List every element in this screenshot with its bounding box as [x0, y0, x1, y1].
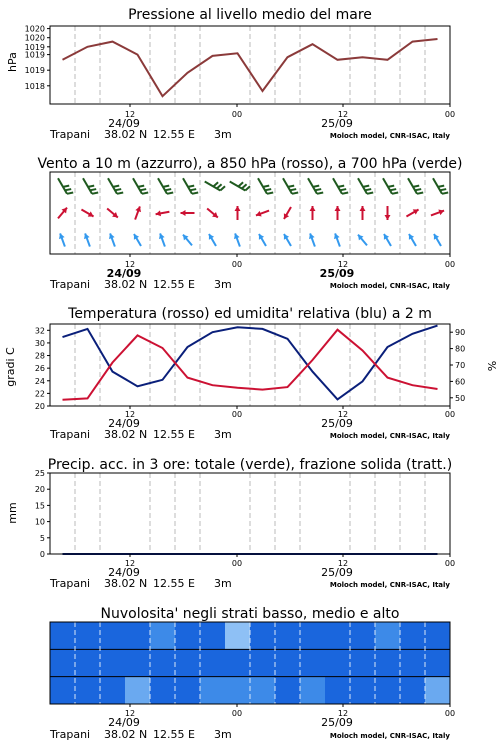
wind-barb-700-feather	[188, 186, 194, 187]
wind-arrow-10m	[159, 233, 165, 246]
wind-barb-700-feather	[288, 186, 294, 187]
wind-barb-700-feather	[242, 184, 247, 188]
cloud-cell	[275, 649, 301, 677]
station-name: Trapani	[50, 128, 91, 141]
y-tick-label: 26	[34, 364, 45, 374]
y-tick-label: 70	[455, 361, 466, 370]
cloud-cell	[325, 677, 351, 705]
cloud-cell	[250, 677, 276, 705]
x-tick-label: 00	[444, 110, 456, 119]
wind-barb-700-feather	[442, 193, 448, 194]
model-credit: Moloch model, CNR-ISAC, Italy	[329, 732, 450, 740]
wind-arrow-10m	[183, 235, 192, 246]
wind-arrow-10m	[358, 235, 367, 246]
cloud-cell	[275, 622, 301, 650]
y-tick-label: 1018	[24, 81, 45, 91]
temperature-footer	[49, 410, 455, 441]
cloud-cell	[175, 677, 201, 705]
wind-barb-700	[383, 178, 398, 194]
cloud-cell	[200, 622, 226, 650]
cloud-cell	[300, 649, 326, 677]
wind-barb-700-feather	[63, 186, 69, 187]
y-tick-label: 5	[39, 533, 45, 543]
date-label: 25/09	[321, 716, 353, 729]
x-tick-label: 12	[337, 260, 349, 269]
cloud-cell	[150, 677, 176, 705]
wind-barb-700	[158, 178, 173, 194]
cloud-cell	[100, 677, 126, 705]
y-tick-label: 60	[455, 377, 466, 387]
wind-barb-700-feather	[315, 189, 321, 190]
wind-barb-700-feather	[365, 189, 371, 190]
wind-barb-700	[108, 178, 123, 194]
cloud-cell	[150, 649, 176, 677]
x-tick-label: 12	[124, 110, 136, 119]
wind-barb-700-feather	[338, 186, 344, 187]
wind-arrow-850-head	[385, 215, 391, 220]
wind-barb-700-feather	[165, 189, 171, 190]
y-tick-label: 22	[34, 389, 45, 399]
cloud-cell	[350, 677, 376, 705]
wind-barb-700-feather	[292, 193, 298, 194]
cloud-cell	[75, 622, 101, 650]
cloud-cell	[225, 622, 251, 650]
wind-arrow-10m	[284, 234, 291, 246]
wind-arrow-850	[406, 209, 418, 216]
station-lon: 12.55 E	[153, 128, 195, 141]
wind-barb-700	[283, 178, 298, 194]
wind-barb-700-feather	[190, 189, 196, 190]
wind-barb-700-feather	[238, 182, 243, 186]
wind-arrow-850	[181, 210, 195, 216]
station-name: Trapani	[50, 577, 91, 590]
date-label: 24/09	[108, 566, 140, 579]
wind-barb-700-feather	[413, 186, 419, 187]
wind-arrow-10m	[434, 234, 441, 246]
x-tick-label: 12	[337, 559, 349, 568]
y-tick-label: 20	[34, 402, 45, 411]
wind-barb-700-feather	[392, 193, 398, 194]
wind-barb-700-feather	[65, 189, 71, 190]
wind-barb-700-feather	[117, 193, 123, 194]
date-label: 24/09	[108, 716, 140, 729]
x-tick-label: 00	[231, 709, 243, 718]
station-elevation: 3m	[214, 428, 232, 441]
cloud-cell	[325, 622, 351, 650]
wind-arrow-850	[360, 206, 366, 220]
wind-barb-700	[258, 178, 273, 194]
model-credit: Moloch model, CNR-ISAC, Italy	[329, 282, 450, 290]
wind-chart-title: Vento a 10 m (azzurro), a 850 hPa (rosso), a 700 hPa (verde)	[37, 156, 463, 172]
wind-barb-700-feather	[267, 193, 273, 194]
cloud-cell	[350, 649, 376, 677]
cloud-cell	[350, 622, 376, 650]
model-credit: Moloch model, CNR-ISAC, Italy	[329, 432, 450, 440]
pressure-footer	[49, 110, 455, 141]
humidity-ylabel: %	[485, 360, 498, 372]
cloud-cell	[175, 622, 201, 650]
wind-arrow-850	[310, 206, 316, 220]
x-tick-label: 00	[231, 559, 243, 568]
y-tick-label: 1019	[24, 42, 45, 52]
x-tick-label: 00	[444, 260, 456, 269]
cloud-cell	[425, 622, 451, 650]
wind-barb-700-feather	[388, 186, 394, 187]
cloud-footer	[49, 709, 455, 741]
cloud-cell	[75, 649, 101, 677]
wind-arrow-10m	[334, 233, 340, 246]
station-lat: 38.02 N	[104, 278, 148, 291]
station-name: Trapani	[50, 728, 91, 741]
y-tick-label: 80	[455, 344, 466, 354]
station-lon: 12.55 E	[153, 428, 195, 441]
x-tick-label: 12	[337, 709, 349, 718]
y-tick-label: 20	[34, 485, 45, 495]
wind-barb-700-feather	[220, 186, 225, 190]
cloud-cell	[225, 649, 251, 677]
x-tick-label: 00	[231, 410, 243, 419]
x-tick-label: 12	[124, 260, 136, 269]
wind-barb-700-feather	[417, 193, 423, 194]
wind-barb-700	[183, 178, 198, 194]
wind-arrow-10m	[309, 233, 315, 246]
wind-arrow-10m	[59, 233, 65, 246]
wind-barb-700-feather	[140, 189, 146, 190]
y-tick-label: 1020	[24, 24, 45, 34]
wind-arrow-10m	[109, 233, 115, 246]
wind-arrow-850	[135, 206, 141, 219]
y-tick-label: 25	[34, 469, 45, 478]
wind-arrow-10m	[209, 234, 216, 246]
station-lon: 12.55 E	[153, 728, 195, 741]
x-tick-label: 00	[231, 110, 243, 119]
cloud-cell	[125, 677, 151, 705]
wind-barb-700-feather	[113, 186, 119, 187]
model-credit: Moloch model, CNR-ISAC, Italy	[329, 581, 450, 589]
station-lat: 38.02 N	[104, 428, 148, 441]
wind-barb-700-feather	[217, 184, 222, 188]
cloud-cell	[375, 677, 401, 705]
cloud-cell	[375, 622, 401, 650]
date-label: 25/09	[321, 117, 353, 130]
wind-barb-700-feather	[90, 189, 96, 190]
date-label: 25/09	[321, 417, 353, 430]
wind-arrow-10m	[384, 234, 391, 246]
wind-barb-700	[408, 178, 423, 194]
cloud-cell	[50, 677, 76, 705]
wind-barb-700	[333, 178, 348, 194]
x-tick-label: 00	[444, 559, 456, 568]
y-tick-label: 28	[34, 351, 45, 361]
wind-barb-700	[83, 178, 98, 194]
date-label: 24/09	[108, 117, 140, 130]
wind-arrow-850-head	[181, 210, 186, 216]
wind-arrow-10m	[234, 233, 240, 246]
cloud-cell	[400, 677, 426, 705]
cloud-cell	[425, 677, 451, 705]
cloud-cell	[200, 677, 226, 705]
wind-barb-700-feather	[367, 193, 373, 194]
wind-barb-700-feather	[390, 189, 396, 190]
x-tick-label: 00	[444, 709, 456, 718]
station-elevation: 3m	[214, 577, 232, 590]
station-lon: 12.55 E	[153, 278, 195, 291]
wind-arrow-850-head	[335, 206, 341, 211]
cloud-cell	[150, 622, 176, 650]
y-tick-label: 90	[455, 328, 466, 338]
x-tick-label: 00	[444, 410, 456, 419]
y-tick-label: 10	[34, 517, 45, 527]
wind-barb-700-feather	[192, 193, 198, 194]
y-tick-label: 30	[34, 338, 45, 348]
station-elevation: 3m	[214, 728, 232, 741]
wind-barb-700-feather	[67, 193, 73, 194]
wind-arrow-850	[284, 207, 291, 219]
station-lat: 38.02 N	[104, 728, 148, 741]
x-tick-label: 12	[337, 410, 349, 419]
wind-barb-700	[58, 178, 73, 194]
cloud-cell	[275, 677, 301, 705]
wind-barb-700-feather	[340, 189, 346, 190]
wind-barb-700-feather	[245, 186, 250, 190]
x-tick-label: 12	[337, 110, 349, 119]
x-tick-label: 00	[231, 260, 243, 269]
wind-arrow-850	[235, 206, 241, 220]
cloud-cell	[225, 677, 251, 705]
cloud-cell	[300, 622, 326, 650]
wind-arrow-10m	[134, 234, 141, 246]
wind-barb-700-feather	[92, 193, 98, 194]
cloud-cell	[250, 649, 276, 677]
wind-barb-700-feather	[88, 186, 94, 187]
cloud-cell	[125, 622, 151, 650]
wind-barb-700-feather	[263, 186, 269, 187]
date-label: 25/09	[319, 267, 355, 280]
cloud-cell	[100, 622, 126, 650]
wind-arrow-850	[58, 208, 67, 219]
precip-chart-title: Precip. acc. in 3 ore: totale (verde), frazione solida (tratt.)	[47, 457, 453, 473]
y-tick-label: 0	[39, 550, 45, 559]
wind-arrow-850	[385, 206, 391, 220]
wind-barb-700	[133, 178, 148, 194]
cloud-cell	[200, 649, 226, 677]
cloud-cell	[400, 622, 426, 650]
wind-barb-700-feather	[213, 182, 218, 186]
wind-barb-700-feather	[317, 193, 323, 194]
y-tick-label: 50	[455, 393, 466, 403]
pressure-chart-title: Pressione al livello medio del mare	[128, 7, 372, 23]
cloud-cell	[50, 622, 76, 650]
station-lon: 12.55 E	[153, 577, 195, 590]
station-name: Trapani	[50, 278, 91, 291]
x-tick-label: 12	[124, 709, 136, 718]
station-lat: 38.02 N	[104, 128, 148, 141]
wind-barb-700-feather	[342, 193, 348, 194]
cloud-cell	[250, 622, 276, 650]
precip-footer	[49, 559, 455, 590]
station-name: Trapani	[50, 428, 91, 441]
wind-barb-700	[230, 182, 250, 191]
temperature-chart-title: Temperatura (rosso) ed umidita' relativa (blu) a 2 m	[68, 306, 432, 322]
wind-barb-700	[358, 178, 373, 194]
station-elevation: 3m	[214, 278, 232, 291]
station-elevation: 3m	[214, 128, 232, 141]
cloud-cell	[75, 677, 101, 705]
y-tick-label: 15	[34, 501, 45, 511]
wind-barb-700-feather	[440, 189, 446, 190]
cloud-cell	[125, 649, 151, 677]
wind-arrow-850	[207, 209, 218, 218]
wind-barb-700-feather	[313, 186, 319, 187]
cloud-cell	[425, 649, 451, 677]
wind-arrow-850	[431, 209, 444, 215]
wind-arrow-850	[335, 206, 341, 220]
wind-barb-700-feather	[142, 193, 148, 194]
wind-barb-700-feather	[167, 193, 173, 194]
cloud-cell	[50, 649, 76, 677]
temperature-ylabel: gradi C	[4, 347, 17, 387]
cloud-cell	[175, 649, 201, 677]
wind-arrow-10m	[409, 234, 416, 246]
wind-arrow-850	[81, 210, 93, 217]
wind-footer	[49, 260, 455, 291]
wind-barb-700-feather	[265, 189, 271, 190]
cloud-cell	[325, 649, 351, 677]
wind-barb-700-feather	[115, 189, 121, 190]
cloud-cell	[100, 649, 126, 677]
y-tick-label: 1020	[24, 33, 45, 43]
x-tick-label: 12	[124, 559, 136, 568]
precip-ylabel: mm	[6, 502, 19, 524]
wind-barb-700	[205, 182, 225, 191]
wind-arrow-850-head	[310, 206, 316, 211]
wind-arrow-850	[256, 211, 269, 217]
wind-arrow-850-head	[360, 206, 366, 211]
wind-arrow-850	[107, 209, 118, 218]
wind-barb-700	[308, 178, 323, 194]
model-credit: Moloch model, CNR-ISAC, Italy	[329, 132, 450, 140]
wind-barb-700-feather	[290, 189, 296, 190]
pressure-ylabel: hPa	[6, 52, 19, 72]
wind-arrow-850-head	[235, 206, 241, 211]
wind-arrow-10m	[84, 233, 90, 246]
y-tick-label: 1019	[24, 66, 45, 76]
cloud-cell	[375, 649, 401, 677]
y-tick-label: 24	[34, 376, 45, 386]
wind-arrow-10m	[259, 234, 266, 246]
date-label: 24/09	[108, 417, 140, 430]
wind-barb-700-feather	[138, 186, 144, 187]
date-label: 25/09	[321, 566, 353, 579]
cloud-chart-title: Nuvolosita' negli strati basso, medio e alto	[100, 606, 400, 622]
station-lat: 38.02 N	[104, 577, 148, 590]
wind-barb-700-feather	[163, 186, 169, 187]
wind-barb-700-feather	[415, 189, 421, 190]
wind-barb-700-feather	[363, 186, 369, 187]
cloud-cell	[300, 677, 326, 705]
wind-barb-700-feather	[438, 186, 444, 187]
cloud-cell	[400, 649, 426, 677]
wind-arrow-850	[156, 210, 170, 216]
y-tick-label: 1019	[24, 50, 45, 60]
wind-barb-700	[433, 178, 448, 194]
date-label: 24/09	[106, 267, 142, 280]
x-tick-label: 12	[124, 410, 136, 419]
y-tick-label: 32	[34, 326, 45, 336]
frame-layer	[25, 25, 466, 707]
